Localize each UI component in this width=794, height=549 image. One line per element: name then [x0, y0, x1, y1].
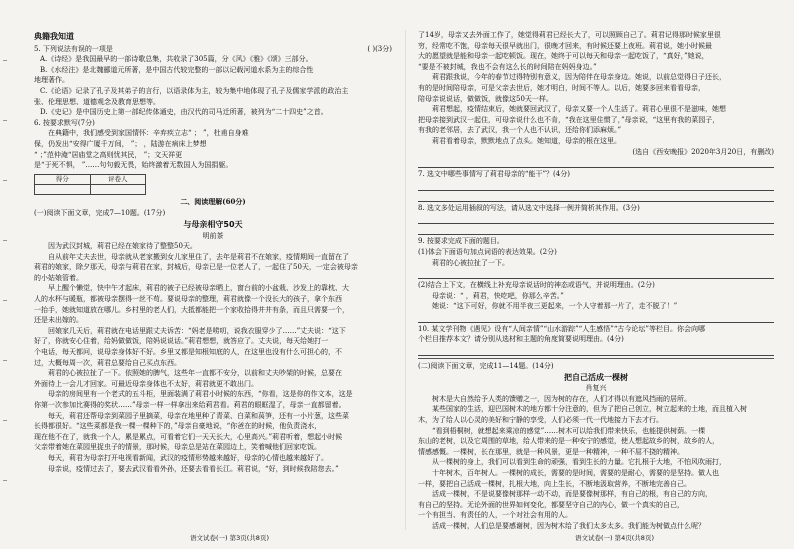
article-line: 有的是时间陪母亲，可是父亲去世后，她才明白，时间不等人。以后，她要多回来看看母亲，	[418, 83, 705, 92]
article-author: 明前茶	[202, 231, 224, 240]
article-2-title: 把自己活成一棵树	[564, 372, 628, 382]
page-footer: 语文试卷(一) 第3页(共8页)	[190, 534, 269, 542]
page-divider	[405, 30, 406, 530]
article-line: 一抬手，她就知道放在哪儿。乡村里的老人们，大抵都能把一个家收拾得井井有条，而且只需要一个，	[34, 305, 349, 314]
q6-line[interactable]: 在典籍中，我们感受到家国情怀：辛弃疾立志“ ； ”，杜甫自身难	[48, 129, 249, 138]
q6-line[interactable]: 保，仍发出“安得广厦千万间， ”； ，陆游在病床上梦想	[34, 139, 207, 148]
article-line: 某些国家的生活，迎巴国树木的地方都十分注意的，但为了把自己创立，树立起来的土地，而且植入树	[432, 405, 747, 414]
article-line: 树木是大自然给予人类的馈赠之一，因为树的存在，人们才得以有遮风挡雨的居所。	[432, 394, 691, 403]
q9-line: 她说：“这下可好，你就不用半夜三更起来，一个人守着那一片了，走不脱了！”	[432, 302, 678, 311]
article-source: (选自《西安晚报》2020年3月20日，有删改)	[632, 147, 774, 156]
q10-line: 10. 某文学刊物《遇见》设有“人间亲情”“山水游踪”“人生感悟”“古今论坛”等栏目。你会向哪	[418, 324, 705, 333]
grader-label: 评卷人	[108, 174, 128, 183]
article-line: 因为武汉封城，莉君已经在娘家待了整整50天。	[48, 242, 197, 251]
question-8: 8. 选文多处运用插叙的写法，请从选文中选择一例并简析其作用。(3分)	[418, 203, 640, 212]
q10-line: 个栏目推荐本文？请分别从选材和主题的角度简要说明理由。(4分)	[418, 335, 624, 344]
question-5	[34, 44, 392, 118]
article-line: 母亲的房间里有一个老式的五斗柜，里面装满了莉君小时候的东西，“你看，这是你的作文本，这是	[48, 390, 353, 399]
page-4	[418, 30, 774, 530]
score-label: 得分	[35, 175, 91, 184]
q9-line: (2)结合上下文，在横线上补充母亲说话时的神态或语气，并说明理由。(2分)	[418, 281, 655, 290]
article-line: 的小姑娘管着。	[34, 273, 83, 282]
article-line: 穷，经常吃不饱，母亲每天很早就出门，很晚才回来，有时候还要上夜班。莉君说，她小时候最	[418, 41, 712, 50]
article-line: 把母亲接到武汉一起住，可母亲说什么也不肯，“我在这里住惯了，”母亲说，“这里有我的菜园子，	[418, 115, 720, 124]
article-line: 一样，要把自己活成一棵树，扎根大地，向上生长，不断地汲取营养，不断地完善自己。	[418, 479, 691, 488]
score-table	[34, 174, 146, 185]
part-2-subheading: (一)阅读下面文章，完成7—10题。(17分)	[34, 209, 166, 218]
article-line: 一个有担当、有责任的人，一个对社会有用的人。	[418, 511, 572, 520]
article-line: 莉君想起，疫情结束后，她就要回武汉了，母亲又要一个人生活了。莉君心里很不是滋味，她想	[432, 105, 726, 114]
q5-option: B.《水经注》是北魏郦道元所著，是中国古代较完整的一部以记载河道水系为主的综合性	[40, 65, 314, 74]
article-line: 母亲说，疫情过去了，要去武汉看看外孙，还要去看看长江。莉君说，“好，到时候我陪您去。”	[48, 464, 339, 473]
section-divider	[418, 358, 774, 359]
question-9	[418, 236, 774, 323]
answer-line[interactable]	[418, 269, 774, 279]
q5-option: D.《史记》是中国历史上第一部纪传体通史，由汉代的司马迁所著，被列为“二十四史”之首。	[40, 108, 328, 117]
q9-line: 莉君的心被拉扯了一下。	[432, 258, 509, 267]
article-2-author: 肖复兴	[585, 384, 607, 393]
article-body	[34, 241, 392, 474]
answer-line[interactable]	[418, 214, 774, 224]
article-line: 莉君的娘家，除夕那天，母亲与莉君在家，封城后，母亲已是一位老人了，一起住了50天，一定会被母亲	[34, 263, 358, 272]
article-line: 从一棵树的身上，我们可以看到生命的顽强，看到生长的力量。它扎根于大地，不怕风吹雨打，	[432, 458, 726, 467]
answer-line[interactable]	[418, 192, 774, 202]
article-line: 长得都很好。“这些菜都是我一棵一棵种下的，”母亲自豪地说，“你爸在的时候，他负责浇水，	[34, 422, 322, 431]
section-title: 典籍我知道	[34, 32, 74, 41]
article-line: 好了，你就安心住着，给妈做做饭，陪妈说说话。”莉君想想，就答应了。丈夫说，每天给她打一	[34, 337, 329, 346]
article-line: 了14岁，母亲又去外面工作了，她觉得莉君已经长大了，可以照顾自己了。莉君记得那时候家里很	[418, 31, 721, 39]
q6-stem: 6. 按要求默写(7分)	[34, 118, 95, 127]
article-line: 东山的老树，以及它周围的草地，给人带来的是一种安宁的感觉，使人想起故乡的树，故乡的人，	[418, 437, 719, 446]
article-line: 莉君看着母亲，默默地点了点头。她知道，母亲的根在这里。	[432, 136, 621, 145]
q5-option: C.《论语》记录了孔子及其弟子的言行，以语录体为主，较为集中地体现了孔子及儒家学派的政治主	[40, 86, 349, 95]
article-line: 活成一棵树，人们总是要感谢树，因为树木给了我们太多太多。我们能为树做点什么呢？	[432, 521, 705, 530]
article-line: “看到梧桐树，就想起来乘凉的感觉”……树木可以给我们带来快乐，也能提供树荫。一棵	[432, 426, 706, 435]
q9-line[interactable]: 母亲说：“ ，莉君，快吃吧，你那么辛苦。”	[432, 291, 564, 300]
part-2-heading: 二、阅读理解(60分)	[180, 196, 246, 206]
article-line: 还是未出嫁的。	[34, 316, 83, 325]
q6-line[interactable]: “ ；”范仲淹“居庙堂之高则忧其民， ”；文天祥更	[34, 150, 183, 159]
article-line: 活成一棵树，不是说要像树那样一动不动，而是要像树那样，有自己的根，有自己的方向，	[432, 490, 712, 499]
answer-line[interactable]	[418, 346, 774, 356]
q5-stem: 5. 下列说法有误的一项是	[34, 44, 113, 53]
article-line: 外面待上一会儿才回家。可最近母亲身体也不太好，莉君就更不敢出门。	[34, 379, 258, 388]
article-line: 莉君的心被拉扯了一下。依照她的脾气，这些年一直都不安分，以前和丈夫吵架的时候，总要在	[48, 369, 342, 378]
article-line: 过，大概每周一次，莉君总要给自己买点东西。	[34, 358, 181, 367]
article-line: 每天，莉君还帮母亲到菜园子里摘菜，母亲在地里种了青菜、白菜和莴笋，还有一小片葱，这些菜	[48, 411, 349, 420]
article-line: 十年树木，百年树人。一棵树的成长，需要的是时间，需要的是耐心，需要的是坚持。做人也	[432, 469, 719, 477]
article-line: 父亲带着她在菜园里捉虫子的情景，那时候，母亲总是站在菜园边上，笑着喊他们回家吃饭。	[34, 443, 321, 452]
article-2-body	[418, 394, 774, 530]
article-line: 个电话，每天都问，说母亲身体好不好。乡里又都是知根知底的人，在这里也没有什么可担心的，不	[34, 348, 342, 357]
article-line: 情感感慨。一棵树，长在那里，就是一种风景，更是一种精神，一种不屈不挠的精神。	[418, 447, 684, 456]
score-input-row[interactable]	[34, 185, 146, 195]
article-line: 人的水杯与暖瓶，都被母亲摆得一丝不苟。要说母亲的整理，莉君就像一个没长大的孩子，拿个东西	[34, 295, 342, 304]
article-line: 现在他不在了，就我一个人，累是累点，可看着它们一天天长大，心里高兴。”莉君听着，想起小时候	[34, 432, 343, 441]
answer-line[interactable]	[418, 181, 774, 191]
q9-stem: 9. 按要求完成下面的题目。	[418, 237, 504, 246]
article-line: 陪母亲说说话，做做饭，就像这50天一样。	[418, 94, 553, 103]
article-line: 木，为了给人以心灵的美好和宁静的享受，人们必须一代一代地接力下去才行。	[418, 416, 663, 425]
binding-margin	[0, 0, 10, 549]
q5-option: A.《诗经》是我国最早的一部诗歌总集，共收录了305篇，分《风》《雅》《颂》三部分。	[40, 55, 313, 64]
article-line: 每天，莉君为母亲打开电视看新闻，武汉的疫情形势越来越好，母亲的心情也越来越好了。	[48, 453, 328, 462]
q9-line: (1)体会下面语句加点词语的表达效果。(2分)	[418, 247, 557, 256]
question-7: 7. 选文中哪些事情写了莉君母亲的“能干”？(4分)	[418, 170, 570, 179]
article-line: 莉君跟我说，今年的春节过得特别有意义，因为陪伴在母亲身边。她说，以前总觉得日子还长，	[432, 73, 726, 82]
part-b-heading: (二)阅读下面文章，完成11—14题。(14分)	[418, 362, 554, 371]
question-10	[418, 324, 774, 356]
q5-answer-blank[interactable]: ( )(3分)	[367, 44, 392, 53]
question-6	[34, 118, 392, 171]
article-line: 有自己的坚持。无论外面的世界如何变化，都要坚守自己的内心，做一个真实的自己，	[418, 500, 684, 509]
q5-option: 地理著作。	[34, 76, 69, 85]
article-continued	[418, 30, 774, 147]
page-footer: 语文试卷(一) 第4页(共8页)	[575, 534, 654, 542]
article-line: 回娘家几天后，莉君就在电话里跟丈夫诉苦：“妈老是唠叨，说我衣服穿少了……”丈夫说：“这下	[48, 326, 346, 335]
article-line: 自从前年丈夫去世，母亲就从老家搬到女儿家里住了，去年是莉君不在娘家，疫情期间一直留在了	[48, 252, 349, 261]
q6-line[interactable]: 是“于死不惧， ”……句句毅无畏，始终激着无数国人为国捐躯。	[34, 161, 233, 170]
q5-option: 张、伦理思想、道德观念及教育思想等。	[34, 97, 160, 106]
answer-line[interactable]	[418, 225, 774, 235]
article-line: 你第一次参加比赛得的奖状……”母亲一样一样拿出来给莉君看。莉君的眼眶湿了，母亲一直都留着。	[34, 401, 346, 409]
article-line: 有我的老邻居，去了武汉，我一个人也不认识，还给你们添麻烦。”	[418, 126, 622, 135]
article-line: 大的愿望就是能和母亲一起吃顿饭。现在，她终于可以每天和母亲一起吃饭了，“真好，”她说，	[418, 52, 709, 61]
answer-line[interactable]	[418, 313, 774, 323]
article-line: 早上醒个懒觉，快中午才起床，莉君的被子已经被母亲晒上，窗台前的小盆栽、沙发上的靠枕、大	[48, 284, 349, 293]
article-line: “要是不被封城，我也不会有这么长的时间陪在妈妈身边。”	[418, 62, 597, 71]
page-3	[34, 30, 392, 530]
answer-line[interactable]	[418, 158, 774, 168]
article-title: 与母亲相守50天	[183, 219, 243, 229]
